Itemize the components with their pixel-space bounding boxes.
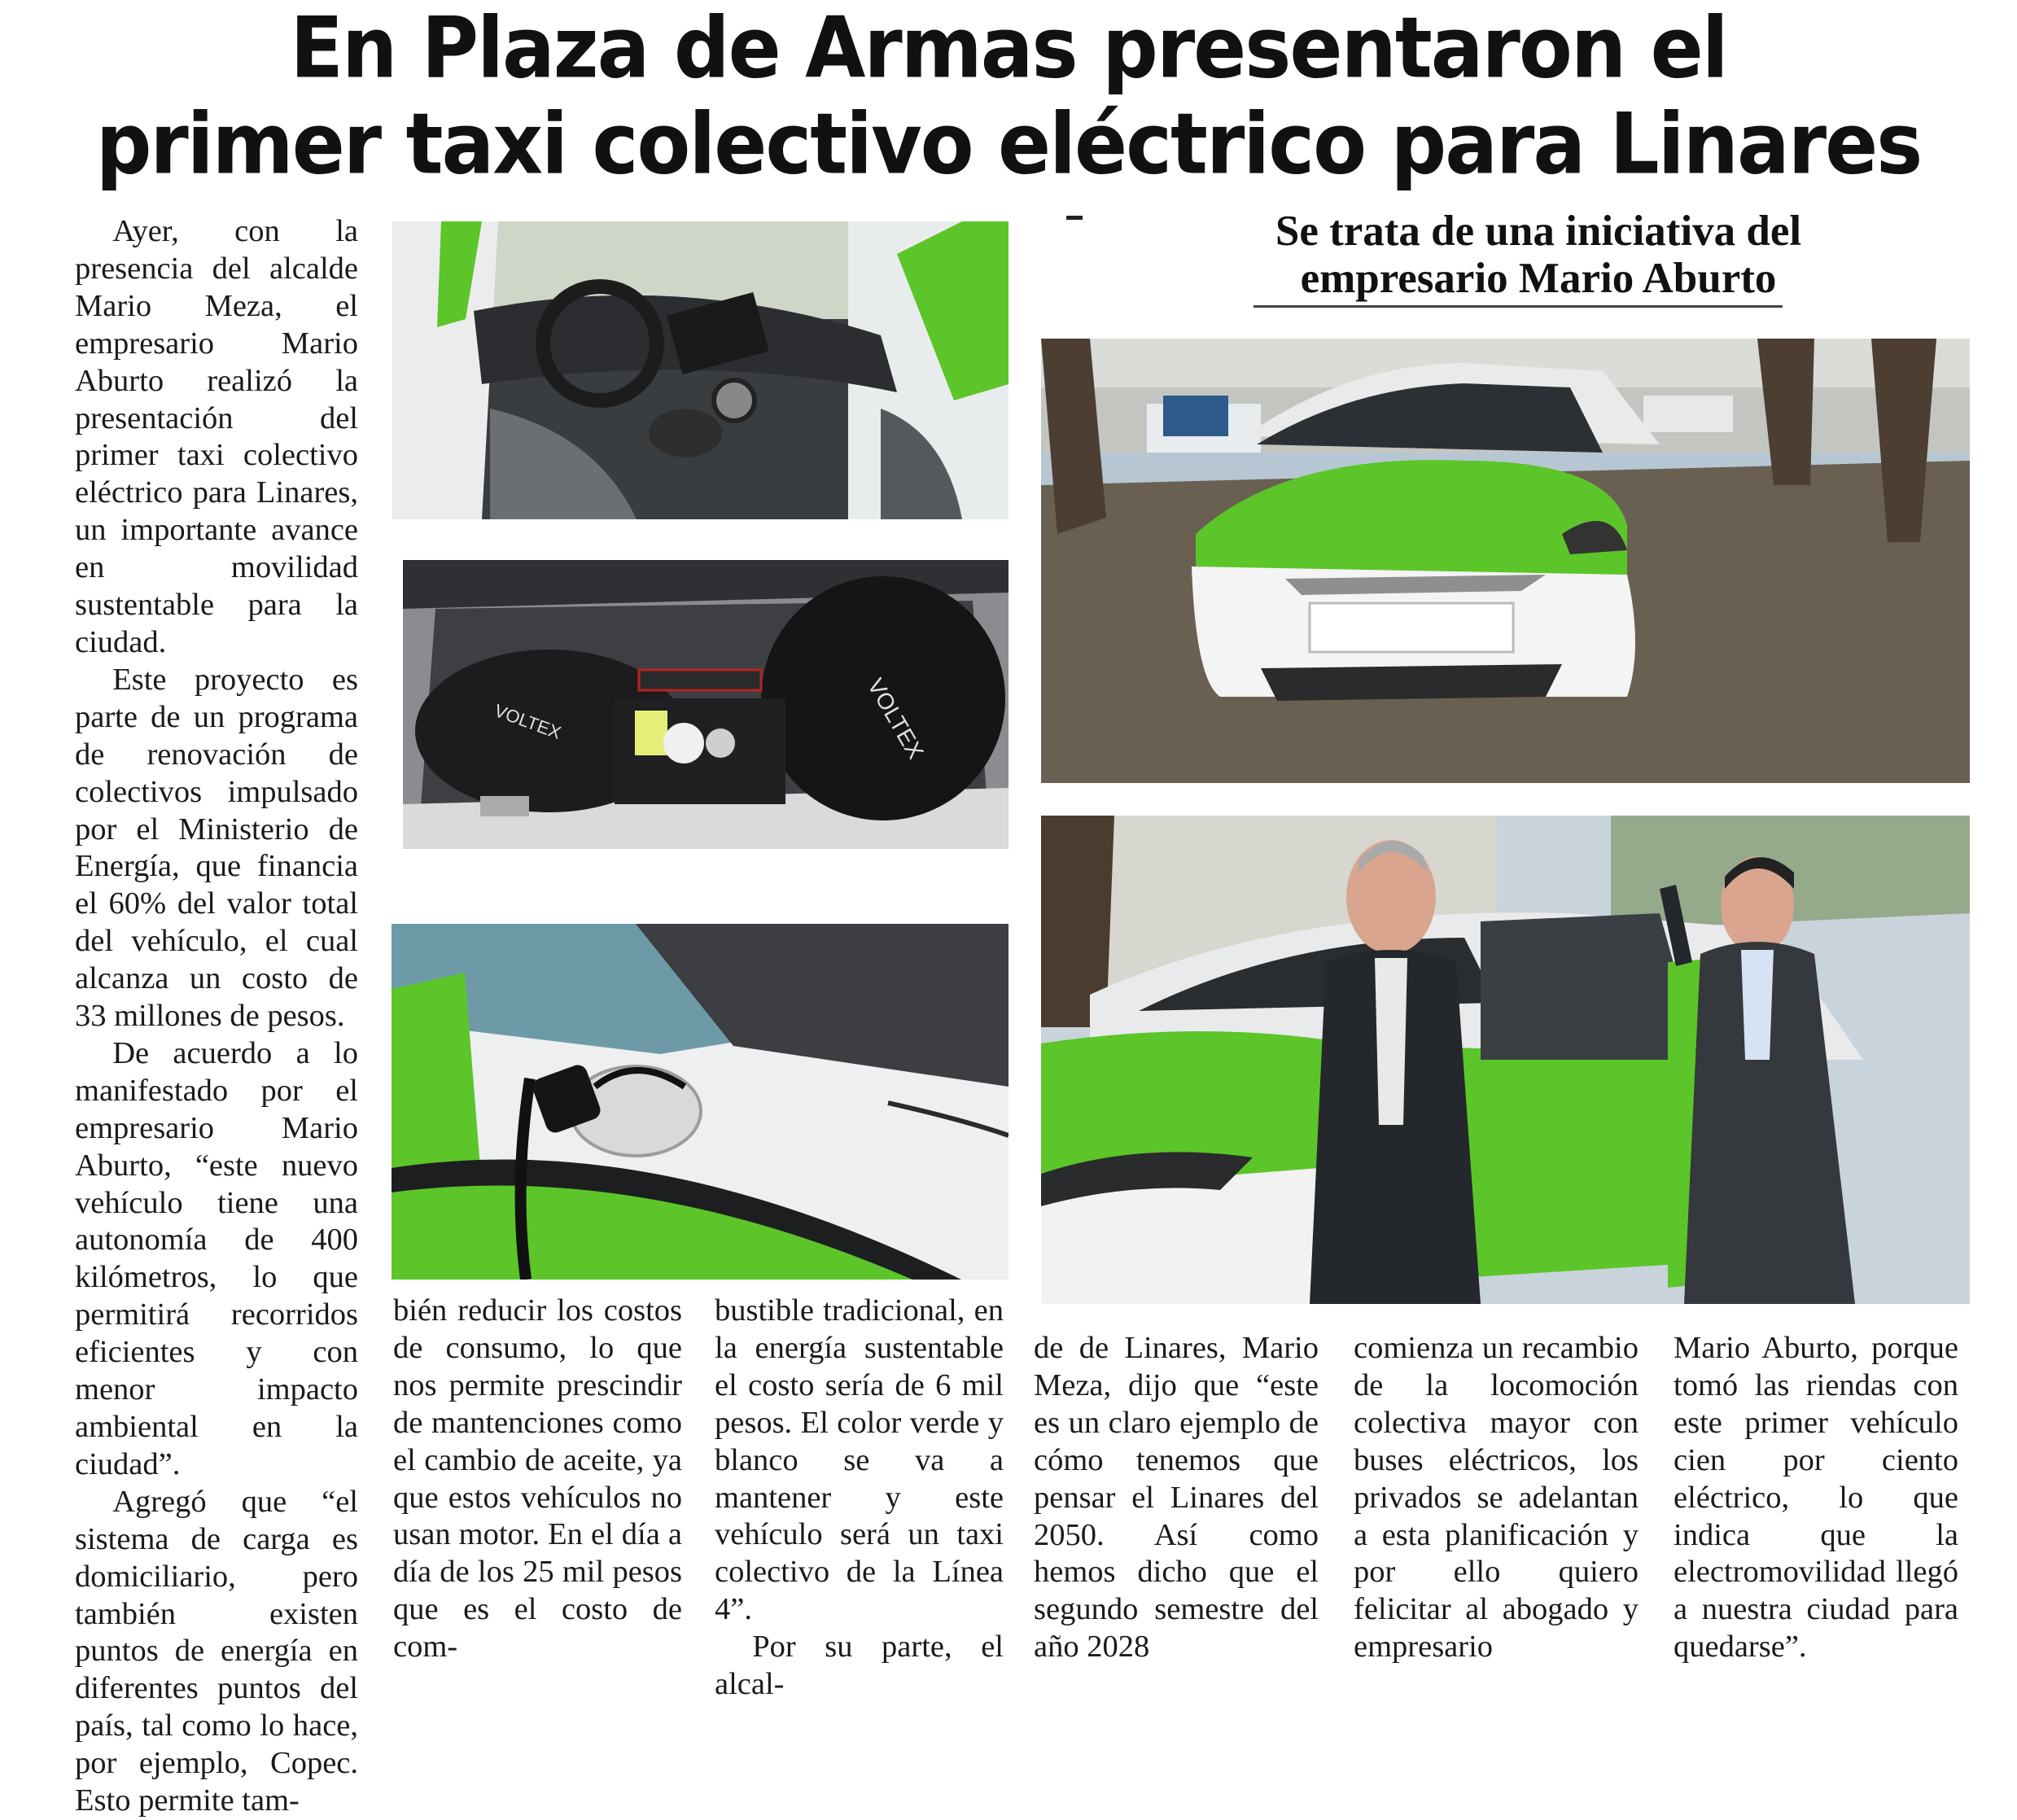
article-column-4 bbox=[1034, 1330, 1319, 1666]
photo-charging-port bbox=[392, 924, 1008, 1280]
paragraph: Este proyecto es parte de un programa de renovación de colectivos impulsado por el Ministerio de Energía, que financia el 60% del valor total del vehículo, el cual alcanza un costo de 33 millones de pesos. bbox=[75, 662, 358, 1034]
trunk-bag-right-label: VOLTEX bbox=[862, 674, 929, 763]
photo-taxi-front bbox=[1041, 339, 1970, 783]
article-column-1 bbox=[75, 213, 358, 1820]
article-column-6 bbox=[1674, 1330, 1958, 1666]
article-column-2 bbox=[393, 1293, 682, 1666]
article-column-3 bbox=[715, 1293, 1004, 1704]
paragraph: bustible tradicional, en la energía sustentable el costo sería de 6 mil pesos. El color verde y blanco se va a mantener y este vehículo será un taxi colectivo de la Línea 4”. bbox=[715, 1293, 1004, 1627]
decorative-dash bbox=[1066, 216, 1083, 220]
trunk-bag-left-label: VOLTEX bbox=[491, 700, 564, 743]
paragraph: De acuerdo a lo manifestado por el empresario Mario Aburto, “este nuevo vehículo tiene una autonomía de 400 kilómetros, lo que permitirá recorridos eficientes y con menor impacto ambiental en la ciudad”. bbox=[75, 1035, 358, 1481]
headline-line-2: primer taxi colectivo eléctrico para Linares bbox=[95, 94, 1922, 194]
paragraph: Por su parte, el alcal- bbox=[715, 1630, 1004, 1702]
photo-car-interior bbox=[392, 221, 1008, 519]
paragraph: bién reducir los costos de consumo, lo que nos permite prescindir de mantenciones como el cambio de aceite, ya que estos vehículos no usan motor. En el día a día de los 25 mil pesos que es el costo de com- bbox=[393, 1293, 682, 1665]
subheadline-line-1: Se trata de una iniciativa del bbox=[1275, 208, 1802, 255]
subheadline-rule bbox=[1254, 305, 1783, 308]
paragraph: Ayer, con la presencia del alcalde Mario Meza, el empresario Mario Aburto realizó la presentación del primer taxi colectivo eléctrico para Linares, un importante avance en movilidad sustentable para la ciudad. bbox=[75, 214, 358, 659]
photo-trunk bbox=[403, 560, 1008, 849]
paragraph: Mario Aburto, porque tomó las riendas con este primer vehículo cien por ciento eléctrico, lo que indica que la electromovilidad llegó a nuestra ciudad para quedarse”. bbox=[1674, 1331, 1958, 1665]
paragraph: comienza un recambio de la locomoción colectiva mayor con buses eléctricos, los privados se adelantan a esta planificación y por ello quiero felicitar al abogado y empresario bbox=[1354, 1331, 1639, 1665]
paragraph: Agregó que “el sistema de carga es domiciliario, pero también existen puntos de energía en diferentes puntos del país, tal como lo hace, por ejemplo, Copec. Esto permite tam- bbox=[75, 1484, 358, 1818]
headline-line-1: En Plaza de Armas presentaron el bbox=[290, 0, 1727, 98]
paragraph: de de Linares, Mario Meza, dijo que “este es un claro ejemplo de cómo tenemos que pensar el Linares del 2050. Así como hemos dicho que el segundo semestre del año 2028 bbox=[1034, 1331, 1319, 1665]
subheadline bbox=[1254, 208, 1823, 302]
article-column-5 bbox=[1354, 1330, 1639, 1666]
photo-officials-with-taxi bbox=[1041, 816, 1970, 1304]
subheadline-line-2: empresario Mario Aburto bbox=[1300, 255, 1777, 302]
